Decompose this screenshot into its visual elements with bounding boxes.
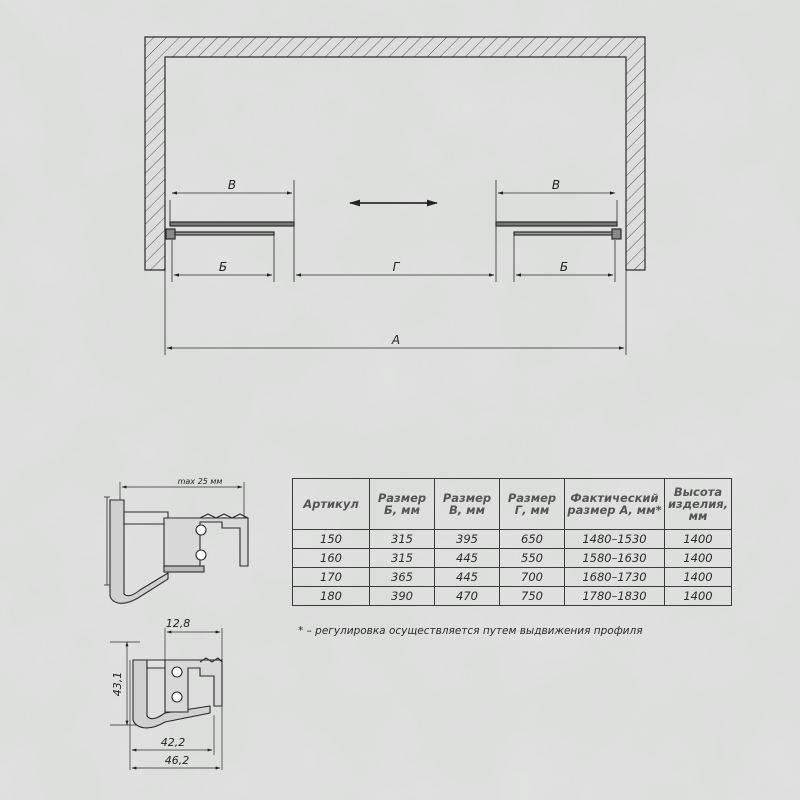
profile-top-main-body: [164, 518, 248, 568]
label-12-8: 12,8: [165, 617, 191, 630]
label-46-2: 46,2: [164, 754, 190, 767]
table-cell: 1400: [665, 568, 732, 587]
table-cell: 445: [435, 568, 500, 587]
left-wall-profile: [166, 229, 175, 239]
col-header: Размер Г, мм: [500, 479, 565, 530]
table-cell: 445: [435, 549, 500, 568]
label-g: Г: [392, 260, 400, 274]
table-row: [293, 530, 732, 549]
table-row: [293, 568, 732, 587]
label-max-25: max 25 мм: [177, 477, 223, 486]
col-header: Фактический размер А, мм*: [565, 479, 665, 530]
right-sliding-panel: [514, 232, 615, 235]
label-42-2: 42,2: [160, 736, 186, 749]
right-wall-profile: [612, 229, 621, 239]
table-cell: 315: [370, 549, 435, 568]
table-cell: 700: [500, 568, 565, 587]
left-fixed-panel: [170, 222, 294, 226]
table-cell: 180: [293, 587, 370, 606]
col-header: Размер В, мм: [435, 479, 500, 530]
col-header: Высота изделия, мм: [665, 479, 732, 530]
table-cell: 470: [435, 587, 500, 606]
table-cell: 315: [370, 530, 435, 549]
table-cell: 160: [293, 549, 370, 568]
left-sliding-panel: [172, 232, 274, 235]
table-cell: 650: [500, 530, 565, 549]
col-header: Артикул: [293, 479, 370, 530]
col-header: Размер Б, мм: [370, 479, 435, 530]
label-v-right: В: [551, 178, 561, 192]
table-cell: 1780–1830: [565, 587, 665, 606]
label-43-1: 43,1: [111, 671, 124, 697]
label-a: А: [391, 333, 401, 347]
table-cell: 1400: [665, 530, 732, 549]
table-cell: 170: [293, 568, 370, 587]
spec-table: [292, 478, 732, 606]
table-cell: 365: [370, 568, 435, 587]
plan-view: [145, 37, 645, 355]
label-b-left: Б: [218, 260, 228, 274]
table-cell: 395: [435, 530, 500, 549]
right-fixed-panel: [496, 222, 617, 226]
profile-top-section: [104, 482, 248, 603]
table-row: [293, 549, 732, 568]
table-cell: 1480–1530: [565, 530, 665, 549]
table-cell: 1400: [665, 587, 732, 606]
table-cell: 150: [293, 530, 370, 549]
table-header-row: [293, 479, 732, 530]
table-cell: 1400: [665, 549, 732, 568]
table-cell: 1580–1630: [565, 549, 665, 568]
table-cell: 390: [370, 587, 435, 606]
table-cell: 550: [500, 549, 565, 568]
label-b-right: Б: [559, 260, 569, 274]
table-row: [293, 587, 732, 606]
table-cell: 750: [500, 587, 565, 606]
label-v-left: В: [227, 178, 237, 192]
table-cell: 1680–1730: [565, 568, 665, 587]
footnote: * – регулировка осуществляется путем выдвижения профиля: [298, 625, 643, 637]
